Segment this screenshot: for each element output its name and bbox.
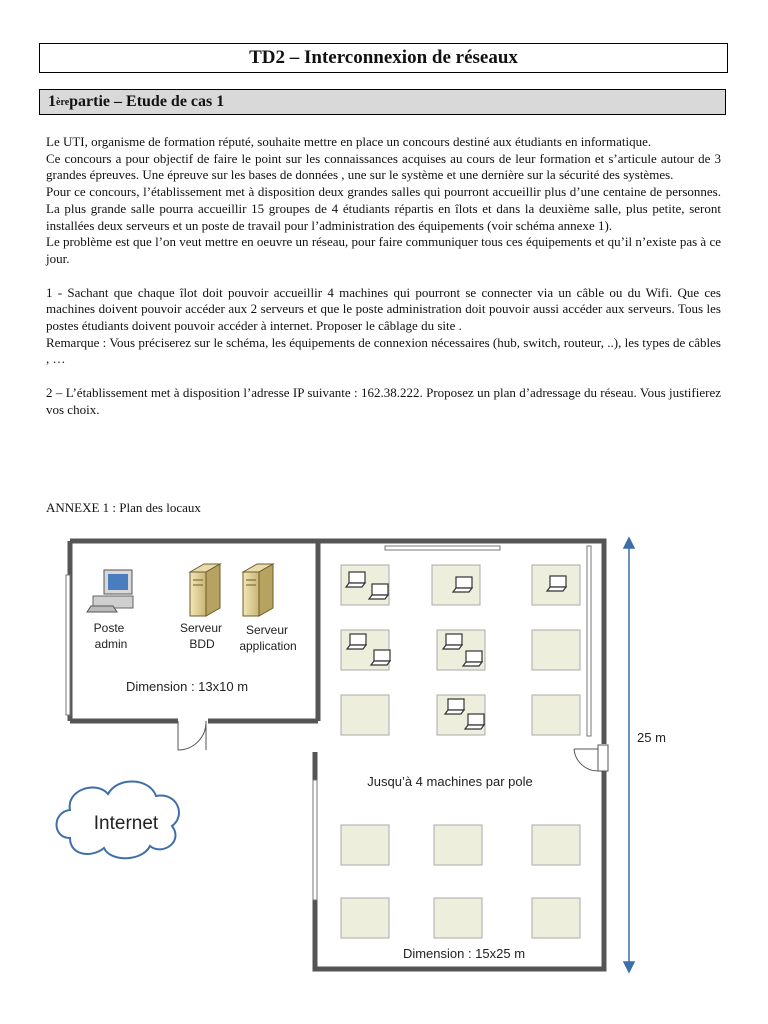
label-serveur-app-2: application — [239, 639, 297, 653]
paragraph-rooms: Pour ce concours, l’établissement met à disposition deux grandes salles qui pourront accueillir plus d’une centaine de personnes. La plus grande salle pourra accueillir 15 groupes de 4 étudiants répartis en îlots et dans la deuxième salle, plus petite, seront installées deux serveurs et un poste de travail pour l’administration des équipements (voir schéma annexe 1). — [46, 184, 721, 233]
part-superscript: ère — [56, 96, 70, 108]
laptop-icon — [371, 650, 390, 665]
label-poste: Poste — [93, 621, 125, 635]
laptop-icon — [346, 572, 365, 587]
question-1: 1 - Sachant que chaque îlot doit pouvoir accueillir 4 machines qui pourront se connecter via un câble ou du Wifi. Que ces machines doivent pouvoir accéder aux 2 serveurs et que le poste administration doit pouvoir aussi accéder aux serveurs. Tous les postes étudiants doivent pouvoir accéder à internet. Proposer le câblage du site . — [46, 284, 721, 334]
part-title: partie – Etude de cas 1 — [69, 93, 225, 110]
paragraph-objective: Ce concours a pour objectif de faire le point sur les connaissances acquises au cours de leur formation et s’articule autour de 3 grandes épreuves. Une épreuve sur les bases de données , une sur le système et une dernière sur la sécurité des systèmes. — [46, 150, 721, 183]
label-machines: Jusqu’à 4 machines par pole — [367, 774, 533, 789]
label-dim-large: Dimension : 15x25 m — [402, 946, 526, 961]
label-admin: admin — [94, 637, 128, 651]
laptop-icon — [443, 634, 462, 649]
part-number: 1 — [48, 93, 56, 110]
remark: Remarque : Vous préciserez sur le schéma, les équipements de connexion nécessaires (hub, switch, routeur, ..), les types de câbles , … — [46, 334, 721, 367]
length-arrow — [624, 538, 634, 972]
laptop-icon — [547, 576, 566, 591]
laptop-icon — [453, 577, 472, 592]
window — [587, 546, 591, 736]
exam-room-door — [574, 745, 608, 771]
paragraph-problem: Le problème est que l’on veut mettre en oeuvre un réseau, pour faire communiquer tous ces équipements et qu’il n’existe pas à ce jour. — [46, 234, 721, 266]
label-dim-small: Dimension : 13x10 m — [125, 679, 249, 694]
label-serveur-app-1: Serveur — [245, 623, 289, 637]
window — [313, 780, 317, 900]
desktop-computer-icon — [87, 570, 133, 612]
server-application-icon — [243, 564, 273, 616]
label-serveur-bdd-2: BDD — [189, 637, 215, 651]
admin-door — [178, 721, 206, 750]
laptop-icon — [463, 651, 482, 666]
window — [385, 546, 500, 550]
label-length: 25 m — [637, 730, 666, 745]
window — [66, 575, 70, 715]
label-internet: Internet — [93, 813, 159, 834]
question-2: 2 – L’établissement met à disposition l’adresse IP suivante : 162.38.222. Proposez un plan d’adressage du réseau. Vous justifierez vos choix. — [46, 385, 721, 417]
desks — [341, 565, 580, 938]
annexe-caption: ANNEXE 1 : Plan des locaux — [46, 500, 201, 515]
laptop-icon — [465, 714, 484, 729]
server-bdd-icon — [190, 564, 220, 616]
laptop-icon — [369, 584, 388, 599]
paragraph-intro: Le UTI, organisme de formation réputé, souhaite mettre en place un concours destiné aux étudiants en informatique. — [46, 134, 652, 149]
label-serveur-bdd-1: Serveur — [179, 621, 223, 635]
page-title: TD2 – Interconnexion de réseaux — [39, 43, 728, 73]
laptop-icon — [445, 699, 464, 714]
laptop-icon — [347, 634, 366, 649]
